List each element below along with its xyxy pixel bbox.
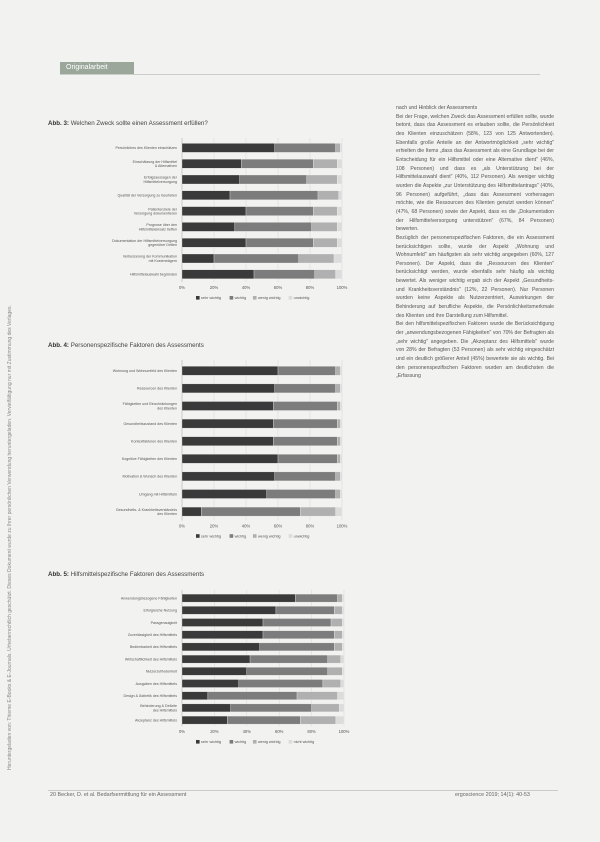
footer-rule: [48, 790, 558, 791]
header-rule: [60, 74, 540, 75]
category-label: Hilfsmittelauswahl begründen: [130, 272, 177, 277]
x-tick-label: 60%: [273, 523, 283, 529]
body-paragraph-3: Bei den hilfsmittelspezifischen Faktoren wurde die Berücksichtigung der „anwendungsbezogenen Fähigkeiten" von 70% der Befragten als „sehr wichtig" angegeben. Die „Akzeptanz des Hilfsmittels" wurde von 28% der Befragten (53 Personen) als sehr wichtig eingeschätzt und ein deutlich größerer Anteil (45%) bewertete sie als wichtig. Bei den personenspezifischen Faktoren wurden am deutlichsten die „Erfassung: [396, 321, 554, 380]
category-label: Hilfsmittelversorgung: [143, 179, 177, 184]
legend-label: wenig wichtig: [257, 296, 281, 301]
category-label: des Hilfsmittels: [152, 708, 177, 713]
legend-label: wichtig: [234, 534, 247, 539]
body-paragraph-1: Bei der Frage, welchen Zweck das Assessment erfüllen sollte, wurde betont, dass das Assessment es erlauben sollte, die Persönlichkeit des Klienten einzuschätzen (58%, 123 von 125 Antwortenden). Ebenfalls große Anteile an der Antwortmöglichkeit „sehr wichtig" erhielten die Items „dass das Assessment als eine Grundlage bei der Entscheidung für ein Hilfsmittel oder eine Alternative dient" (46%, 108 Personen) und dass es „als Unterstützung bei der Hilfsmittelauswahl dient" (40%, 112 Personen). Als weniger wichtig wurden die Aspekte „zur Unterstützung des Hilfsmittelantrags" (40%, 96 Personen) aufgeführt, „dass das Assessment vorhersagen möchte, wie die Ressourcen des Klienten genutzt werden können" (47%, 68 Personen) sowie der Aspekt, dass es die „Dokumentation der Hilfsmittelversorgung unterstützen" (67%, 84 Personen) bewerten.: [396, 113, 554, 233]
category-label: Motivation & Wunsch des Klienten: [122, 474, 177, 479]
legend-label: sehr wichtig: [201, 740, 222, 745]
legend-label: unwichtig: [293, 534, 310, 539]
x-tick-label: 0%: [178, 523, 186, 529]
category-label: Einschätzung der Hilfsmittel: [132, 159, 177, 164]
figure-5-caption: Hilfsmittelspezifische Faktoren des Assessments: [70, 571, 205, 578]
x-tick-label: 0%: [178, 285, 186, 291]
category-label: Verbesserung der Kommunikation: [122, 254, 177, 259]
legend-label: sehr wichtig: [201, 534, 222, 539]
x-tick-label: 20%: [209, 285, 219, 291]
x-tick-label: 0%: [178, 729, 186, 735]
figure-4: [48, 342, 358, 349]
category-label: Design & Ästhetik des Hilfsmittels: [123, 694, 177, 698]
body-paragraph-2: Bezüglich der personenspezifischen Faktoren, die ein Assessment berücksichtigen sollte, wurde der Aspekt „Wohnung und Wohnumfeld" am häufigsten als sehr wichtig angegeben (60%, 127 Personen). Der Aspekt, dass die „Ressourcen des Klienten" berücksichtigt werden, wurde ebenfalls sehr häufig als wichtig bewertet. Als weniger wichtig ergab sich der Aspekt „Gesundheits- und Krankheitsverständnis" (12%, 22 Personen). Nur Personen wurden keine Aspekte als Nutzerzentriert, Auswirkungen der Behinderung auf berufliche Aspekte, die Persönlichkeitsmerkmale des Klienten und ihre Darstellung zum Hilfsmittel.: [396, 234, 554, 319]
legend-label: wichtig: [234, 740, 247, 745]
category-label: Persönliches des Klienten einschätzen: [115, 146, 177, 151]
category-label: Akzeptanz des Hilfsmittels: [135, 718, 177, 723]
category-label: Umgang mit Hilfsmitteln: [139, 492, 177, 497]
category-label: Nutzerzufriedenheit: [145, 669, 177, 674]
category-label: Zuverlässigkeit des Hilfsmittels: [127, 633, 177, 637]
category-label: Qualität der Versorgung zu beurteilen: [117, 193, 177, 198]
category-label: Ausgaben des Hilfsmittels: [135, 681, 177, 686]
category-label: mit Kostenträgern: [148, 258, 177, 263]
x-tick-label: 40%: [241, 523, 251, 529]
category-label: Kognitive Fähigkeiten des Klienten: [121, 457, 177, 462]
category-label: Wohnung und Wohnumfeld des Klienten: [112, 369, 177, 374]
x-tick-label: 100%: [336, 523, 348, 529]
category-label: des Klienten: [157, 406, 177, 411]
x-tick-label: 80%: [305, 523, 315, 529]
category-label: Passgenauigkeit: [150, 620, 177, 625]
x-tick-label: 20%: [209, 523, 219, 529]
figure-5-label: Abb. 5:: [48, 571, 69, 578]
category-label: Gesundheitszustand des Klienten: [123, 421, 177, 426]
figure-4-caption: Personenspezifische Faktoren des Assessments: [70, 342, 204, 349]
category-label: Wirtschaftlichkeit des Hilfsmittels: [124, 657, 177, 662]
category-label: Kontextfaktoren des Klienten: [131, 439, 177, 444]
category-label: Anwendungsbezogene Fähigkeiten: [120, 596, 177, 601]
figure-4-label: Abb. 4:: [48, 342, 69, 349]
category-label: Patientenziele der: [148, 207, 177, 212]
figure-4-title: [48, 342, 358, 349]
x-tick-label: 60%: [275, 729, 284, 735]
x-tick-label: 80%: [305, 285, 315, 291]
figure-3: [48, 120, 358, 127]
category-label: Erfolgsaussagen der: [144, 175, 177, 180]
x-tick-label: 20%: [210, 729, 219, 735]
category-label: Fähigkeiten und Einschränkungen: [122, 402, 177, 407]
footer-journal: ergoscience 2019; 14(1): 40-53: [455, 792, 530, 798]
figure-3-label: Abb. 3:: [48, 120, 69, 127]
legend-label: wenig wichtig: [257, 740, 281, 745]
body-text-column: [396, 104, 554, 786]
x-tick-label: 60%: [273, 285, 283, 291]
legend-label: wenig wichtig: [257, 534, 281, 539]
category-label: Versorgung dokumentieren: [133, 211, 177, 216]
section-tab: Originalarbeit: [60, 62, 134, 74]
category-label: Erfolgreiche Nutzung: [143, 608, 177, 613]
x-tick-label: 80%: [307, 729, 316, 735]
figure-3-caption: Welchen Zweck sollte einen Assessment erfüllen?: [70, 120, 208, 127]
figure-5-title: [48, 571, 358, 578]
category-label: des Klienten: [157, 512, 177, 516]
category-label: Dokumentation der Hilfsmittelversorgung: [112, 238, 177, 243]
category-label: Behinderung & Defizite: [140, 704, 177, 709]
body-intro: nach und Hinblick der Assessments: [396, 105, 478, 111]
legend-label: sehr wichtig: [201, 296, 222, 301]
x-tick-label: 40%: [242, 729, 251, 735]
x-tick-label: 40%: [241, 285, 251, 291]
legend-label: nicht wichtig: [293, 740, 315, 745]
legend-label: wichtig: [234, 296, 247, 301]
category-label: Prognose über den: [146, 223, 177, 228]
x-tick-label: 100%: [338, 729, 350, 735]
side-copyright-notice: Heruntergeladen von: Thieme E-Books & E-Journals. Urheberrechtlich geschützt. Dieses Dokument wurde zu Ihrer persönlichen Verwendung heruntergeladen. Vervielfältigung nur mit Zustimmung des Verlages.: [7, 305, 13, 770]
figure-5: [48, 571, 358, 578]
footer-citation: 20 Becker, D. et al. Bedarfsermittlung für ein Assessment: [50, 792, 187, 798]
category-label: Bedienbarkeit des Hilfsmittels: [129, 645, 177, 650]
x-tick-label: 100%: [336, 285, 348, 291]
category-label: & Alternativen: [154, 164, 177, 169]
category-label: Ressourcen des Klienten: [137, 386, 177, 391]
category-label: Gesundheits- & Krankheitsverständnis: [115, 507, 177, 512]
category-label: gegenüber Dritten: [148, 243, 177, 248]
legend-label: unwichtig: [293, 296, 310, 301]
category-label: Hilfsmitteleinsatz treffen: [138, 227, 177, 232]
figure-3-title: [48, 120, 358, 127]
